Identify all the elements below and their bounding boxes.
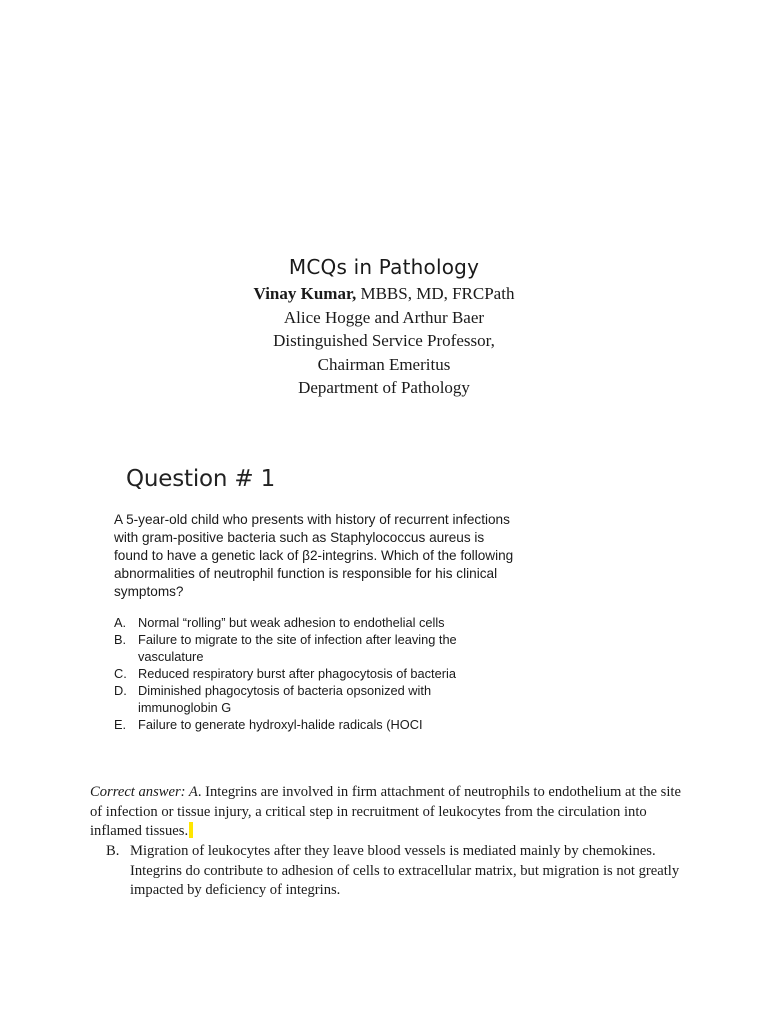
- explanation-letter: B.: [106, 843, 120, 859]
- option-text: Normal “rolling” but weak adhesion to endothelial cells: [138, 615, 445, 630]
- author-affiliation-line-2: Distinguished Service Professor,: [273, 331, 495, 350]
- author-credentials: MBBS, MD, FRCPath: [356, 284, 515, 303]
- author-affiliation-line-4: Department of Pathology: [298, 378, 470, 397]
- highlight-mark: [189, 822, 193, 838]
- question-stem: A 5-year-old child who presents with history of recurrent infections with gram-positive bacteria such as Staphylococcus aureus is found to have a genetic lack of β2-integrins. Which of the following abnormalities of neutrophil function is responsible for his clinical symptoms?: [114, 512, 514, 599]
- document-title: MCQs in Pathology: [288, 255, 480, 279]
- option-letter: B.: [114, 632, 127, 647]
- option-e: [114, 716, 514, 733]
- option-c: [114, 665, 514, 682]
- option-text: Reduced respiratory burst after phagocytosis of bacteria: [138, 666, 456, 681]
- correct-answer-label: Correct answer: A: [90, 784, 198, 800]
- option-letter: E.: [114, 717, 127, 732]
- option-text: Failure to generate hydroxyl-halide radicals (HOCI: [138, 717, 423, 732]
- option-b: [114, 631, 514, 665]
- explanation-text: Migration of leukocytes after they leave blood vessels is mediated mainly by chemokines. Integrins do contribute to adhesion of cells to extracellular matrix, but migration is not greatly impacted by deficiency of integrins.: [130, 843, 680, 898]
- option-d: [114, 682, 514, 716]
- option-text: Failure to migrate to the site of infection after leaving the vasculature: [138, 632, 457, 664]
- option-letter: A.: [114, 615, 127, 630]
- author-affiliation-line-1: Alice Hogge and Arthur Baer: [283, 307, 485, 327]
- author-line: [0, 282, 768, 306]
- option-a: [114, 614, 514, 631]
- correct-answer-text: . Integrins are involved in firm attachment of neutrophils to endothelium at the site of infection or tissue injury, a critical step in recruitment of leukocytes from the circulation into inflamed tissues.: [90, 784, 681, 839]
- author-affiliation-line-3: Chairman Emeritus: [317, 354, 451, 374]
- correct-answer-paragraph: [90, 783, 690, 842]
- option-letter: C.: [114, 666, 127, 681]
- question-heading: Question # 1: [126, 466, 275, 492]
- title-block: [0, 252, 768, 400]
- answer-options: [114, 614, 514, 733]
- question-slide: [112, 458, 542, 768]
- option-text: Diminished phagocytosis of bacteria opsonized with immunoglobin G: [138, 683, 432, 715]
- author-name: Vinay Kumar,: [253, 284, 357, 303]
- option-letter: D.: [114, 683, 127, 698]
- explanation-b: [106, 842, 696, 901]
